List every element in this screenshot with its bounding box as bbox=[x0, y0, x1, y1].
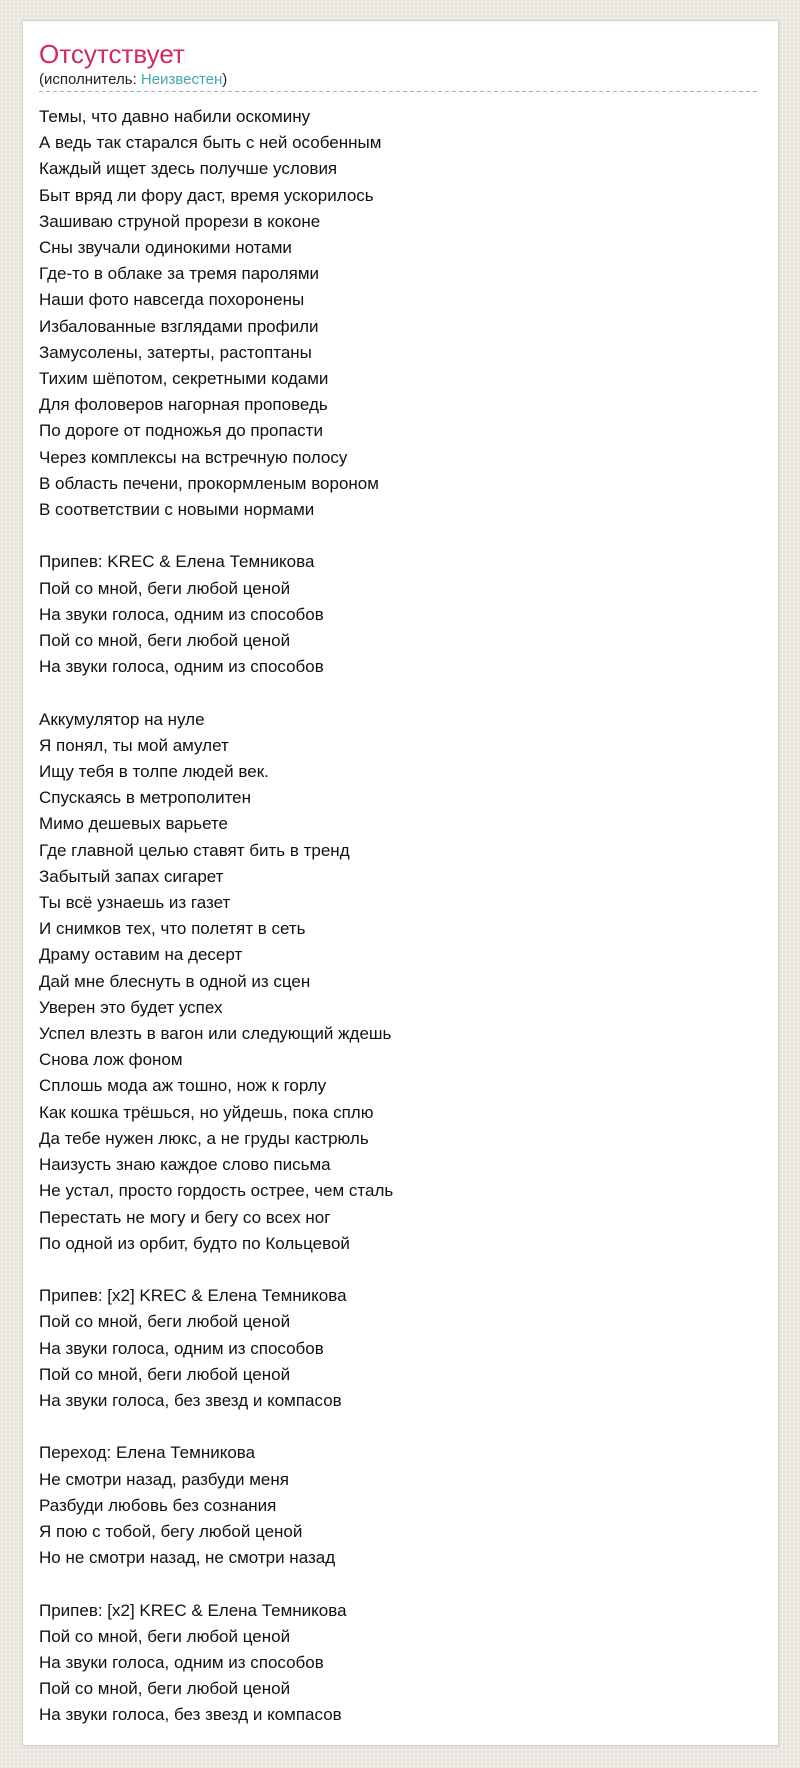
lyrics-card bbox=[22, 20, 779, 1746]
lyric-line: И снимков тех, что полетят в сеть bbox=[39, 919, 306, 939]
lyric-line: Пой со мной, беги любой ценой bbox=[39, 1679, 291, 1699]
lyric-line: Спускаясь в метрополитен bbox=[39, 788, 252, 808]
stanza bbox=[39, 104, 758, 523]
lyric-line: Припев: [x2] KREC & Елена Темникова bbox=[39, 1600, 347, 1620]
lyric-line: Аккумулятор на нуле bbox=[39, 709, 205, 729]
lyric-line: Пой со мной, беги любой ценой bbox=[39, 1364, 291, 1384]
lyric-line: Наши фото навсегда похоронены bbox=[39, 290, 305, 310]
lyric-line: Пой со мной, беги любой ценой bbox=[39, 1312, 291, 1332]
lyrics-text bbox=[39, 104, 758, 1729]
lyric-line: Замусолены, затерты, растоптаны bbox=[39, 342, 312, 362]
lyric-line: Через комплексы на встречную полосу bbox=[39, 447, 348, 467]
lyric-line: Тихим шёпотом, секретными кодами bbox=[39, 369, 329, 389]
lyric-line: Драму оставим на десерт bbox=[39, 945, 243, 965]
lyric-line: Не устал, просто гордость острее, чем сталь bbox=[39, 1181, 394, 1201]
lyric-line: Каждый ищет здесь получше условия bbox=[39, 159, 338, 179]
artist-label-suffix: ) bbox=[222, 71, 228, 88]
lyric-line: Зашиваю струной прорези в коконе bbox=[39, 211, 321, 231]
lyric-line: Быт вряд ли фору даст, время ускорилось bbox=[39, 185, 374, 205]
lyric-line: Сплошь мода аж тошно, нож к горлу bbox=[39, 1076, 327, 1096]
lyric-line: Успел влезть в вагон или следующий ждешь bbox=[39, 1024, 392, 1044]
lyric-line: Где главной целью ставят бить в тренд bbox=[39, 840, 350, 860]
stanza bbox=[39, 707, 758, 1257]
lyric-line: По одной из орбит, будто по Кольцевой bbox=[39, 1233, 350, 1253]
lyric-line: Переход: Елена Темникова bbox=[39, 1443, 256, 1463]
lyric-line: Пой со мной, беги любой ценой bbox=[39, 578, 291, 598]
lyric-line: На звуки голоса, без звезд и компасов bbox=[39, 1390, 342, 1410]
lyric-line: На звуки голоса, одним из способов bbox=[39, 604, 324, 624]
lyric-line: Дай мне блеснуть в одной из сцен bbox=[39, 971, 311, 991]
lyric-line: На звуки голоса, одним из способов bbox=[39, 1652, 324, 1672]
lyric-line: Пой со мной, беги любой ценой bbox=[39, 1626, 291, 1646]
dotted-separator bbox=[39, 91, 758, 92]
lyric-line: Разбуди любовь без сознания bbox=[39, 1495, 277, 1515]
lyric-line: Забытый запах сигарет bbox=[39, 866, 224, 886]
lyric-line: В область печени, прокормленым вороном bbox=[39, 473, 379, 493]
stanza bbox=[39, 1283, 758, 1414]
lyric-line: Я понял, ты мой амулет bbox=[39, 735, 229, 755]
lyric-line: На звуки голоса, одним из способов bbox=[39, 657, 324, 677]
lyric-line: Не смотри назад, разбуди меня bbox=[39, 1469, 289, 1489]
lyric-line: Сны звучали одинокими нотами bbox=[39, 238, 292, 258]
artist-label: (исполнитель: bbox=[39, 71, 141, 88]
lyric-line: Припев: KREC & Елена Темникова bbox=[39, 552, 315, 572]
lyric-line: Наизусть знаю каждое слово письма bbox=[39, 1155, 331, 1175]
lyric-line: Припев: [x2] KREC & Елена Темникова bbox=[39, 1286, 347, 1306]
lyric-line: Уверен это будет успех bbox=[39, 997, 223, 1017]
artist-line bbox=[39, 71, 758, 89]
artist-link[interactable]: Неизвестен bbox=[140, 71, 223, 88]
lyric-line: Избалованные взглядами профили bbox=[39, 316, 319, 336]
lyric-line: На звуки голоса, одним из способов bbox=[39, 1338, 324, 1358]
song-title: Отсутствует bbox=[39, 39, 185, 69]
lyric-line: Да тебе нужен люкс, а не груды кастрюль bbox=[39, 1128, 369, 1148]
lyric-line: По дороге от подножья до пропасти bbox=[39, 421, 323, 441]
lyric-line: В соответствии с новыми нормами bbox=[39, 500, 315, 520]
lyric-line: Пой со мной, беги любой ценой bbox=[39, 631, 291, 651]
lyric-line: Ты всё узнаешь из газет bbox=[39, 893, 231, 913]
lyric-line: Как кошка трёшься, но уйдешь, пока сплю bbox=[39, 1102, 374, 1122]
lyric-line: Я пою с тобой, бегу любой ценой bbox=[39, 1521, 303, 1541]
lyric-line: Ищу тебя в толпе людей век. bbox=[39, 762, 269, 782]
lyric-line: На звуки голоса, без звезд и компасов bbox=[39, 1705, 342, 1725]
lyric-line: Где-то в облаке за тремя паролями bbox=[39, 264, 320, 284]
stanza bbox=[39, 1598, 758, 1729]
lyric-line: Темы, что давно набили оскомину bbox=[39, 107, 311, 126]
lyric-line: Но не смотри назад, не смотри назад bbox=[39, 1548, 336, 1568]
lyric-line: Для фоловеров нагорная проповедь bbox=[39, 395, 328, 415]
lyric-line: Снова лож фоном bbox=[39, 1050, 183, 1070]
stanza bbox=[39, 549, 758, 680]
lyric-line: Перестать не могу и бегу со всех ног bbox=[39, 1207, 331, 1227]
lyric-line: А ведь так старался быть с ней особенным bbox=[39, 133, 382, 153]
stanza bbox=[39, 1440, 758, 1571]
lyric-line: Мимо дешевых варьете bbox=[39, 814, 229, 834]
